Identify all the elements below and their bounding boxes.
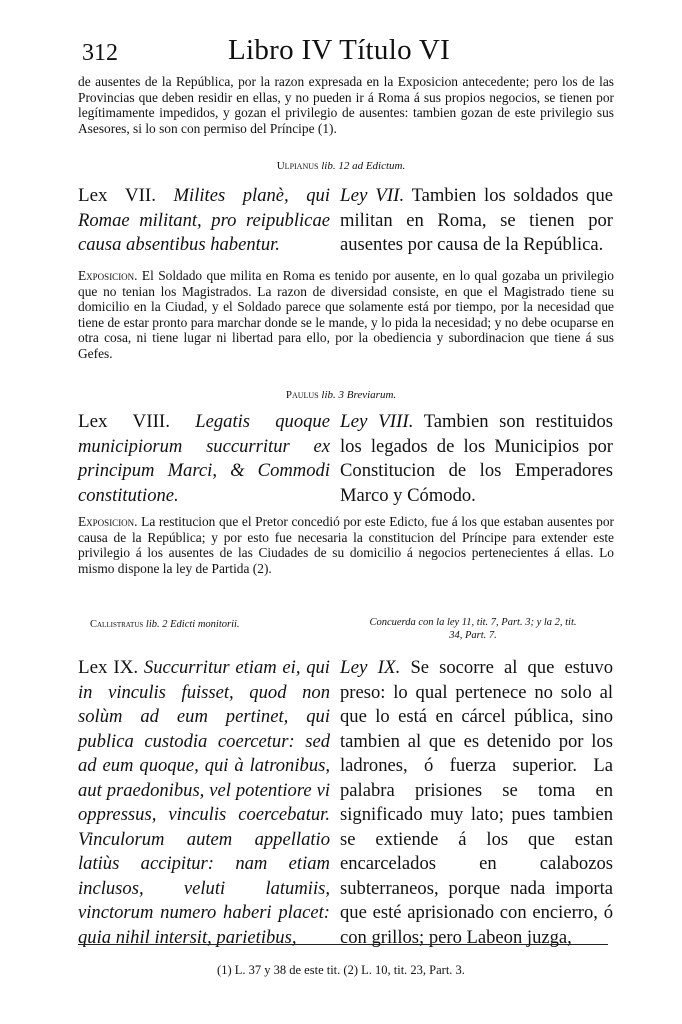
lex-ix-latin — [78, 656, 330, 950]
lex-ix-latin-lead: Lex IX. — [78, 657, 139, 678]
page-title: Libro IV Título VI — [228, 34, 451, 66]
lex-ix-spanish — [340, 656, 613, 950]
exposicion-text: El Soldado que milita en Roma es tenido por ausente, en lo qual gozaba un privilegio que no tenian los Magistrados. La razon de diversidad consiste, en que el Magistrado tiene su domicilio en la Ciudad, y el Soldado parece que solamente está por tiempo, por la necesidad que tiene de estar pronto para marchar donde se le mande, y lo pida la necesidad; y no debe ocuparse en otra cosa, ni tiene lugar ni libertad para ello, por la obediencia y subordinacion que tiene á sus Gefes. — [78, 268, 614, 361]
concordance-note — [334, 616, 612, 642]
source-ulpianus — [0, 160, 682, 172]
lex-ix-spanish-text: Se socorre al que estuvo preso: lo qual pertenece no solo al que lo está en cárcel pública, sino tambien al que es detenido por los ladrones, ó fuerza superior. La palabra prisiones se toma en significado muy lato; pues tambien se extiende á los que estan encarcelados en calabozos subterraneos, porque nada importa que esté aprisionado con encierro, ó con grillos; pero Labeon juzga, — [340, 657, 613, 948]
intro-paragraph: de ausentes de la República, por la razon expresada en la Exposicion antecedente; pero los de las Provincias que deben residir en ellas, y no pueden ir á Roma á sus propios negocios, se tienen por legítimamente impedidos, y gozan el privilegio de ausentes: tambien gozan de este privilegio sus Asesores, si lo son con permiso del Príncipe (1). — [78, 74, 614, 136]
footnotes: (1) L. 37 y 38 de este tit. (2) L. 10, tit. 23, Part. 3. — [217, 963, 465, 977]
exposicion-1 — [78, 268, 614, 362]
running-header — [78, 34, 614, 70]
source-work: lib. 2 Edicti monitorii. — [145, 619, 240, 630]
source-callistratus — [90, 619, 240, 630]
source-author: Paulus — [285, 389, 319, 401]
source-author: Callistratus — [90, 619, 144, 630]
exposicion-2 — [78, 514, 614, 576]
lex-vii-latin-text: Milites planè, qui Romae militant, pro reipublicae causa absentibus habentur. — [78, 185, 331, 255]
page-number: 312 — [82, 40, 118, 66]
footnote-rule — [78, 944, 608, 945]
exposicion-label: Exposicion. — [78, 514, 138, 529]
lex-viii-latin-lead: Lex VIII. — [78, 411, 170, 432]
lex-vii-spanish-lead: Ley VII. — [340, 185, 405, 206]
lex-ix-spanish-lead: Ley IX. — [340, 657, 401, 678]
source-work: lib. 12 ad Edictum. — [321, 160, 406, 172]
lex-viii-spanish-text: Tambien son restituidos los legados de los Municipios por Constitucion de los Emperadores Marco y Cómodo. — [340, 411, 614, 506]
lex-viii-spanish — [340, 410, 613, 508]
concordance-line-2: 34, Part. 7. — [449, 630, 497, 641]
lex-ix-latin-text: Succurritur etiam ei, qui in vinculis fuisset, quod non solùm ad eum pertinet, qui publica custodia coercetur: sed ad eum quoque, qui à latronibus, aut praedonibus, vel potentiore vi oppressus, vinculis coercebatur. Vinculorum autem appellatio latiùs accipitur: nam etiam inclusos, veluti latumiis, vinctorum numero haberi placet: quia nihil intersit, parietibus, — [78, 657, 330, 948]
source-work: lib. 3 Breviarum. — [321, 389, 397, 401]
lex-vii-latin — [78, 184, 330, 258]
lex-viii-latin — [78, 410, 330, 508]
lex-vii-spanish-text: Tambien los soldados que militan en Roma, se tienen por ausentes por causa de la República. — [340, 185, 613, 255]
lex-viii-spanish-lead: Ley VIII. — [340, 411, 414, 432]
source-paulus — [0, 389, 682, 401]
exposicion-text: La restitucion que el Pretor concedió por este Edicto, fue á los que estaban ausentes por causa de la República; y por esto fue necesaria la constitucion del Príncipe para extender este privilegio á los ausentes de las Ciudades de su domicilio á negocios pertenecientes á ellas. Lo mismo dispone la ley de Partida (2). — [78, 514, 614, 576]
lex-vii-spanish — [340, 184, 613, 258]
lex-vii-latin-lead: Lex VII. — [78, 185, 156, 206]
lex-viii-latin-text: Legatis quoque municipiorum succurritur ex principum Marci, & Commodi constitutione. — [78, 411, 330, 506]
source-author: Ulpianus — [276, 160, 319, 172]
concordance-line-1: Concuerda con la ley 11, tit. 7, Part. 3; y la 2, tit. — [369, 617, 577, 628]
exposicion-label: Exposicion. — [78, 268, 138, 283]
